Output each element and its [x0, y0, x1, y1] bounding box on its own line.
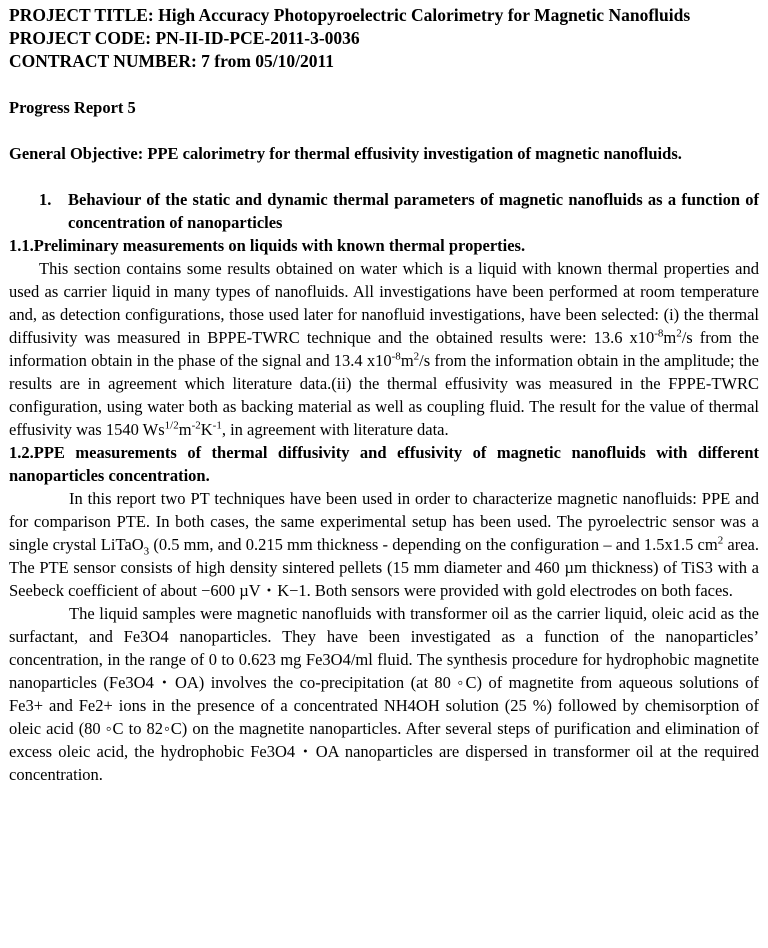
report-title: Progress Report 5	[9, 98, 136, 117]
subsection-1-2-paragraph-2: The liquid samples were magnetic nanofluids with transformer oil as the carrier liquid, oleic acid as the surfactant, and Fe3O4 nanoparticles. They have been investigated as a function of the nanoparticles’ concentration, in the range of 0 to 0.623 mg Fe3O4/ml fluid. The synthesis procedure for hydrophobic magnetite nanoparticles (Fe3O4・OA) involves the co-precipitation (at 80 ◦C) of magnetite from aqueous solutions of Fe3+ and Fe2+ ions in the presence of a concentrated NH4OH solution (25 %) followed by chemisorption of oleic acid (80 ◦C to 82◦C) on the magnetite nanoparticles. After several steps of purification and elimination of excess oleic acid, the hydrophobic Fe3O4・OA nanoparticles are dispersed in transformer oil at the required concentration.	[9, 604, 759, 784]
general-objective: General Objective: PPE calorimetry for thermal effusivity investigation of magnetic nanofluids.	[9, 144, 682, 163]
subsection-1-2-title: 1.2.PPE measurements of thermal diffusivity and effusivity of magnetic nanofluids with different nanoparticles concentration.	[9, 443, 759, 485]
project-title: PROJECT TITLE: High Accuracy Photopyroelectric Calorimetry for Magnetic Nanofluids	[9, 5, 691, 25]
section-1-heading	[39, 188, 759, 234]
subsection-1-1-paragraph: This section contains some results obtained on water which is a liquid with known thermal properties and used as carrier liquid in many types of nanofluids. All investigations have been performed at room temperature and, as detection configurations, those used later for nanofluid investigations, have been selected: (i) the thermal diffusivity was measured in BPPE-TWRC technique and the obtained results were: 13.6 $x10^{-8}m^2/s$ from the information obtain in the phase of the signal and 13.4 $x10^{-8}m^2/s$ from the information obtain in the amplitude; the results are in agreement which literature data.(ii) the thermal effusivity was measured in the FPPE-TWRC configuration, using water both as backing material as well as coupling fluid. The result for the value of thermal effusivity was 1540 $Ws^{1/2}m^{-2}K^{-1}$, in agreement with literature data.	[9, 259, 759, 439]
subsection-1-2-paragraph-1: In this report two PT techniques have been used in order to characterize magnetic nanofluids: PPE and for comparison PTE. In both cases, the same experimental setup has been used. The pyroelectric sensor was a single crystal LiTaO$_3$ (0.5 mm, and 0.215 mm thickness - depending on the configuration – and 1.5x1.5 $cm^2$ area. The PTE sensor consists of high density sintered pellets (15 mm diameter and 460 µm thickness) of TiS3 with a Seebeck coefficient of about −600 µV・K−1. Both sensors were provided with gold electrodes on both faces.	[9, 489, 759, 600]
subsection-1-1-title: 1.1.Preliminary measurements on liquids with known thermal properties.	[9, 236, 526, 255]
section-1-title: Behaviour of the static and dynamic thermal parameters of magnetic nanofluids as a function of concentration of nanoparticles	[68, 190, 759, 232]
section-1-number: 1.	[39, 190, 52, 209]
contract-number: CONTRACT NUMBER: 7 from 05/10/2011	[9, 51, 335, 71]
project-code: PROJECT CODE: PN-II-ID-PCE-2011-3-0036	[9, 28, 360, 48]
